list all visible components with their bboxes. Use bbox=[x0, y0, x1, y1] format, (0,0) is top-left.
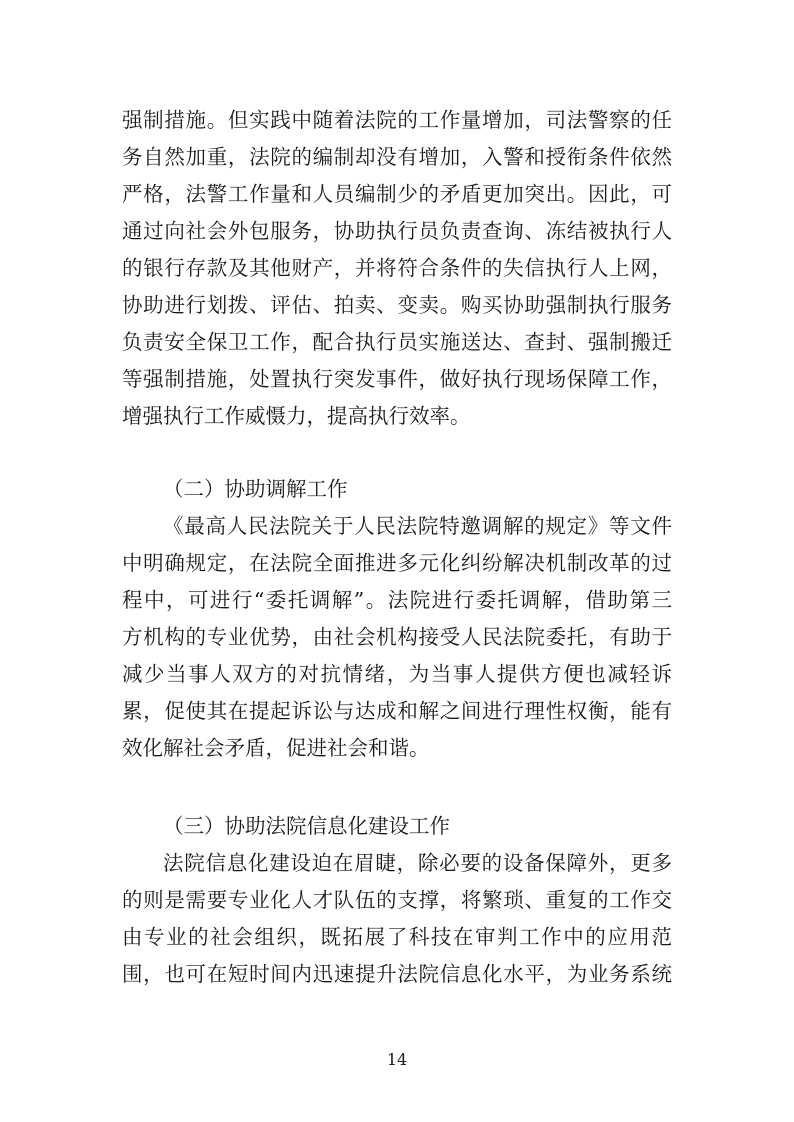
body-line: 严格，法警工作量和人员编制少的矛盾更加突出。因此，可 bbox=[122, 182, 672, 206]
body-line: 累，促使其在提起诉讼与达成和解之间进行理性权衡，能有 bbox=[122, 699, 672, 723]
body-line: 等强制措施，处置执行突发事件，做好执行现场保障工作， bbox=[122, 367, 672, 391]
body-line: 法院信息化建设迫在眉睫，除必要的设备保障外，更多 bbox=[163, 851, 672, 875]
body-line: 务自然加重，法院的编制却没有增加，入警和授衔条件依然 bbox=[122, 145, 672, 169]
body-line: 通过向社会外包服务，协助执行员负责查询、冻结被执行人 bbox=[122, 219, 672, 243]
body-line: 由专业的社会组织，既拓展了科技在审判工作中的应用范 bbox=[122, 925, 672, 949]
body-line: 程中，可进行“委托调解”。法院进行委托调解，借助第三 bbox=[122, 588, 672, 612]
body-line: 的银行存款及其他财产，并将符合条件的失信执行人上网， bbox=[122, 256, 672, 280]
body-line: 方机构的专业优势，由社会机构接受人民法院委托，有助于 bbox=[122, 625, 672, 649]
body-line: 效化解社会矛盾，促进社会和谐。 bbox=[122, 736, 430, 760]
body-line: 的则是需要专业化人才队伍的支撑，将繁琐、重复的工作交 bbox=[122, 888, 672, 912]
page-number: 14 bbox=[386, 1050, 408, 1069]
body-line: 中明确规定，在法院全面推进多元化纠纷解决机制改革的过 bbox=[122, 551, 672, 575]
section-heading: （二）协助调解工作 bbox=[163, 477, 348, 501]
section-heading: （三）协助法院信息化建设工作 bbox=[163, 814, 450, 838]
body-line: 协助进行划拨、评估、拍卖、变卖。购买协助强制执行服务 bbox=[122, 293, 672, 317]
body-line: 减少当事人双方的对抗情绪，为当事人提供方便也减轻诉 bbox=[122, 662, 672, 686]
body-line: 《最高人民法院关于人民法院特邀调解的规定》等文件 bbox=[163, 514, 672, 538]
body-line: 增强执行工作威慑力，提高执行效率。 bbox=[122, 404, 471, 428]
body-line: 围，也可在短时间内迅速提升法院信息化水平，为业务系统 bbox=[122, 962, 672, 986]
body-line: 负责安全保卫工作，配合执行员实施送达、查封、强制搬迁 bbox=[122, 330, 672, 354]
body-line: 强制措施。但实践中随着法院的工作量增加，司法警察的任 bbox=[122, 108, 672, 132]
